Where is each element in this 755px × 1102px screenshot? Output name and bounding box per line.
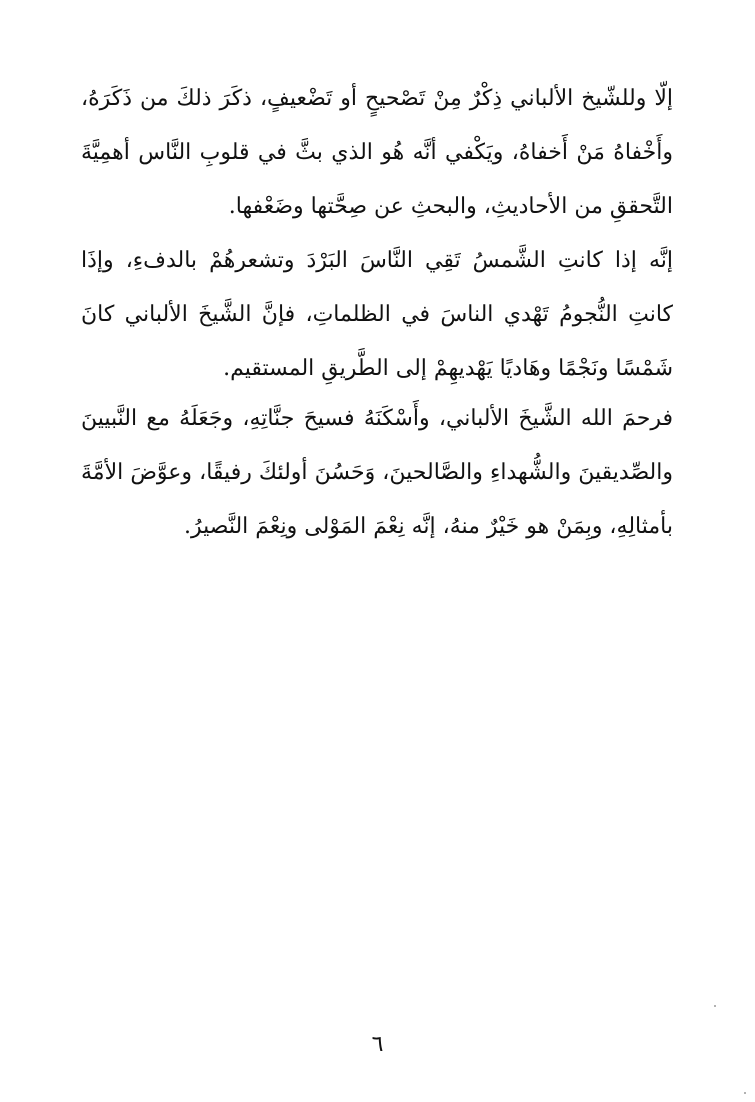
page-number: ٦ bbox=[371, 1032, 384, 1057]
scan-speck bbox=[714, 1005, 716, 1007]
paragraph-3: فرحمَ الله الشَّيخَ الألباني، وأَسْكَنَهُ فسيحَ جنَّاتِهِ، وجَعَلَهُ مع النَّبيينَ والصِّديقينَ والشُّهداءِ والصَّالحينَ، وَحَسُنَ أولئكَ رفيقًا، وعوَّضَ الأمَّةَ بأمثالِهِ، وبِمَنْ هو خَيْرٌ منهُ، إنَّه نِعْمَ المَوْلى ونِعْمَ النَّصيرُ. bbox=[81, 406, 673, 539]
paragraph-2: إنَّه إذا كانتِ الشَّمسُ تَقِي النَّاسَ البَرْدَ وتشعرهُمْ بالدفءِ، وإذَا كانتِ النُّجومُ تَهْدي الناسَ في الظلماتِ، فإنَّ الشَّيخَ الألباني كانَ شَمْسًا ونَجْمًا وهَاديًا يَهْديهِمْ إلى الطَّريقِ المستقيم. bbox=[81, 248, 673, 381]
scan-speck bbox=[744, 1092, 746, 1094]
paragraph-1: إلّا وللشّيخ الألباني ذِكْرٌ مِنْ تَصْحيحٍ أو تَضْعيفٍ، ذكَرَ ذلكَ من ذَكَرَهُ، وأَخْفاهُ مَنْ أَخفاهُ، ويَكْفي أنَّه هُو الذي بثَّ في قلوبِ النَّاس أهمِيَّةَ التَّحققِ من الأحاديثِ، والبحثِ عن صِحَّتها وضَعْفها. bbox=[81, 86, 673, 219]
